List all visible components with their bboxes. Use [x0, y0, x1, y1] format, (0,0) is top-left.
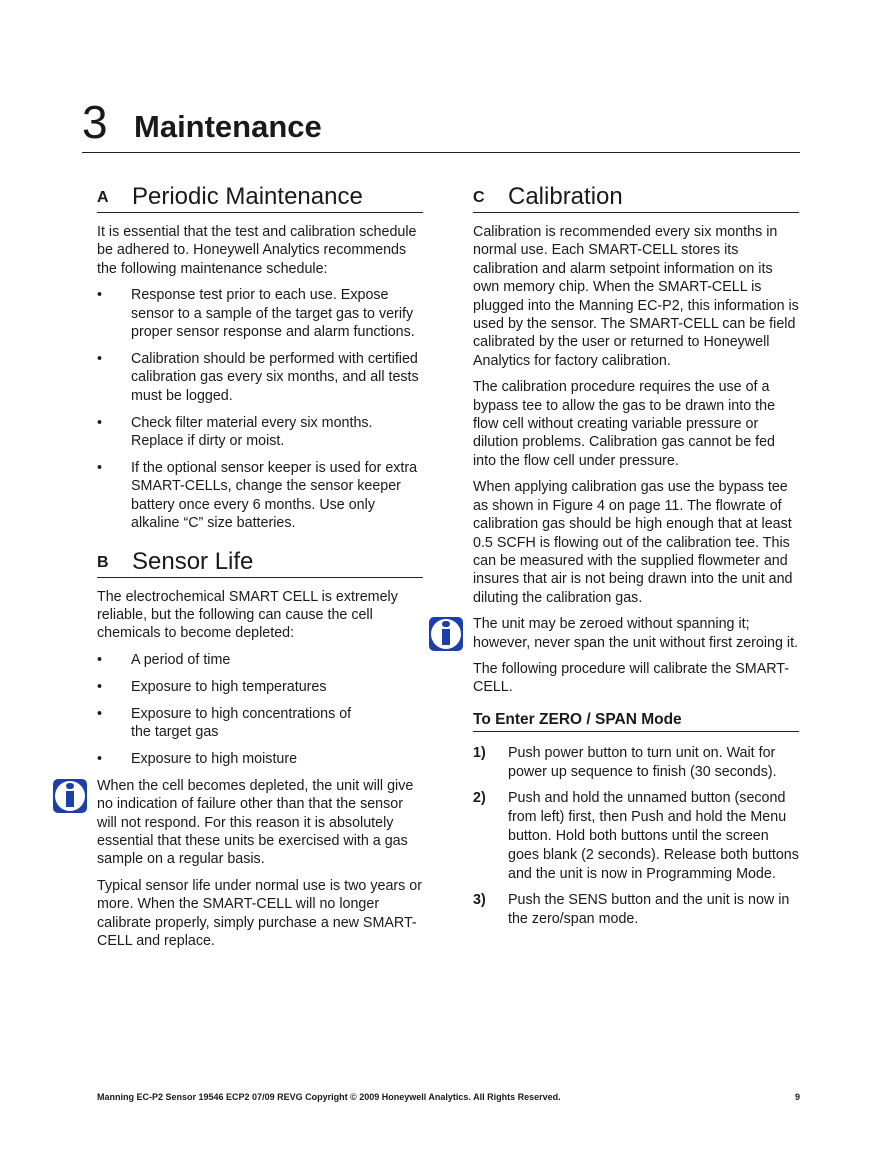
page-number: 9 — [794, 1092, 800, 1102]
footer-text: Manning EC-P2 Sensor 19546 ECP2 07/09 REVG Copyright © 2009 Honeywell Analytics. All Rights Reserved. — [97, 1092, 561, 1102]
list-item: • If the optional sensor keeper is used for extra SMART-CELLs, change the sensor keeper battery once every 6 months. Use only alkaline “C” size batteries. — [97, 459, 418, 532]
section-b-heading — [97, 547, 423, 578]
info-icon — [429, 617, 463, 651]
sensor-life-intro: The electrochemical SMART CELL is extremely reliable, but the following can cause the cell chemicals to become depleted: — [97, 588, 398, 642]
calibration-paragraph: When applying calibration gas use the bypass tee as shown in Figure 4 on page 11. The flowrate of calibration gas should be high enough that at least 0.5 SCFH is flowing out of the calibration tee. This can be measured with the supplied flowmeter and insures that air is not being drawn into the unit and diluting the calibration gas. — [473, 479, 793, 606]
list-item: • A period of time — [97, 651, 231, 668]
step-item: 2) Push and hold the unnamed button (second from left) first, then Push and hold the Menu button. Hold both buttons until the screen goes blank (2 seconds). Release both buttons and the unit is now in Programming Mode. — [473, 789, 799, 882]
procedure-intro: The following procedure will calibrate the SMART-CELL. — [473, 660, 789, 696]
depletion-causes-list — [97, 651, 423, 769]
list-item: • Calibration should be performed with certified calibration gas every six months, and all tests must be logged. — [97, 350, 419, 404]
section-letter: B — [97, 553, 109, 571]
list-item: • Exposure to high moisture — [97, 750, 298, 767]
sensor-life-closing: Typical sensor life under normal use is two years or more. When the SMART-CELL will no longer calibrate properly, simply purchase a new SMART-CELL and replace. — [97, 877, 422, 950]
calibration-paragraph: The calibration procedure requires the use of a bypass tee to allow the gas to be drawn into the flow cell without creating variable pressure or dilution problems. Calibration gas cannot be fed into the flow cell under pressure. — [473, 379, 776, 469]
info-note — [97, 777, 423, 869]
section-a-heading — [97, 182, 423, 213]
left-column — [97, 182, 423, 959]
info-note-text: When the cell becomes depleted, the unit will give no indication of failure other than that the sensor will not respond. For this reason it is absolutely essential that these units be exercised with a gas sample on a regular basis. — [97, 777, 414, 868]
maintenance-schedule-list — [97, 286, 423, 532]
right-column — [473, 182, 799, 936]
info-icon — [53, 779, 87, 813]
step-item: 3) Push the SENS button and the unit is now in the zero/span mode. — [473, 891, 790, 927]
chapter-header — [82, 96, 800, 153]
chapter-number: 3 — [82, 96, 108, 148]
list-item: • Check filter material every six months. Replace if dirty or moist. — [97, 414, 373, 450]
page-footer — [97, 1092, 800, 1102]
step-item: 1) Push power button to turn unit on. Wait for power up sequence to finish (30 seconds). — [473, 744, 777, 780]
list-item: • Response test prior to each use. Expose sensor to a sample of the target gas to verify proper sensor response and alarm functions. — [97, 287, 415, 341]
list-item: • Exposure to high concentrations of the target gas — [97, 705, 352, 741]
chapter-title: Maintenance — [134, 109, 322, 144]
section-letter: A — [97, 189, 109, 206]
zero-span-subheading: To Enter ZERO / SPAN Mode — [473, 711, 799, 732]
section-title: Periodic Maintenance — [132, 183, 363, 210]
section-c-heading — [473, 182, 799, 213]
procedure-steps — [473, 744, 799, 929]
calibration-paragraph: Calibration is recommended every six months in normal use. Each SMART-CELL stores its calibration and alarm setpoint information on its own memory chip. When the SMART-CELL is plugged into the Manning EC-P2, this information is used by the sensor. The SMART-CELL can be field calibrated by the user or returned to Honeywell Analytics for factory calibration. — [473, 224, 799, 369]
section-title: Sensor Life — [132, 547, 254, 575]
list-item: • Exposure to high temperatures — [97, 678, 327, 695]
info-note — [473, 615, 799, 652]
section-title: Calibration — [508, 183, 623, 210]
periodic-intro: It is essential that the test and calibration schedule be adhered to. Honeywell Analytics recommends the following maintenance schedule: — [97, 224, 417, 277]
section-letter: C — [473, 189, 485, 206]
info-note-text: The unit may be zeroed without spanning it; however, never span the unit without first zeroing it. — [473, 616, 799, 651]
